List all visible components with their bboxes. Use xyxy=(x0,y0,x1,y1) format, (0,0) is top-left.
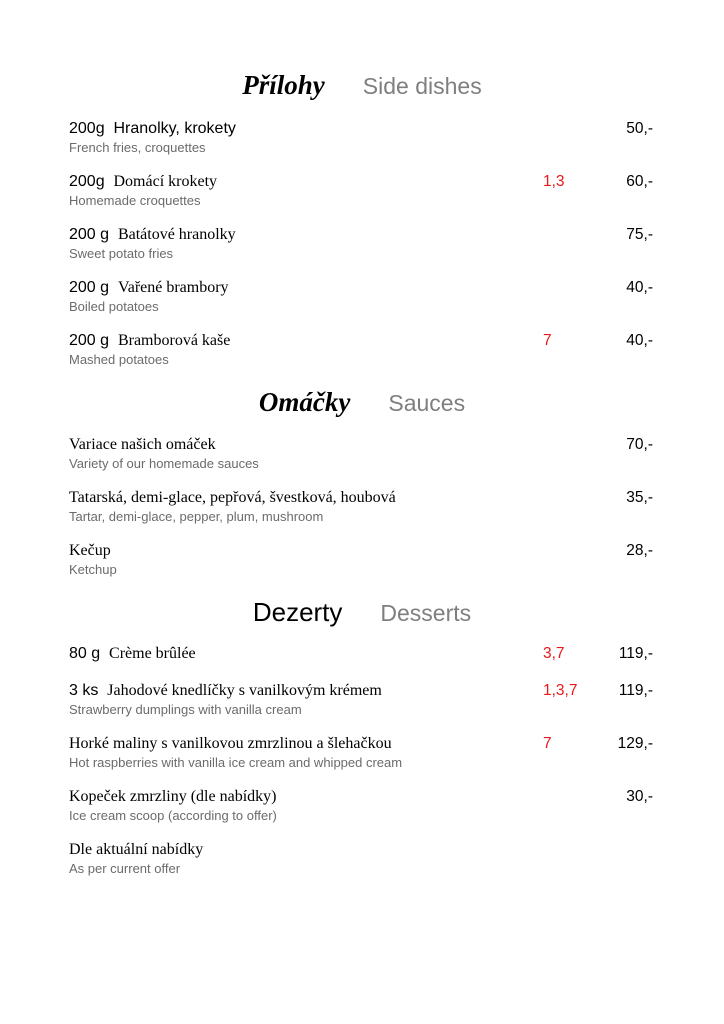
item-name: 3 ks Jahodové knedlíčky s vanilkovým krémem xyxy=(69,682,382,699)
menu-item xyxy=(69,542,669,582)
item-name-en: Ice cream scoop (according to offer) xyxy=(69,808,277,823)
item-name: 200 g Vařené brambory xyxy=(69,279,229,296)
section-header-sauces xyxy=(0,387,724,418)
item-allergens: 7 xyxy=(543,332,552,349)
item-name: 200 g Bramborová kaše xyxy=(69,332,231,349)
item-allergens: 7 xyxy=(543,735,552,752)
item-name: Kečup xyxy=(69,542,111,559)
menu-item xyxy=(69,226,669,266)
item-name-en: French fries, croquettes xyxy=(69,140,206,155)
section-title-cz: Dezerty xyxy=(252,597,343,627)
item-price: 119,- xyxy=(618,682,653,699)
item-allergens: 1,3 xyxy=(543,173,565,190)
menu-item xyxy=(69,682,669,722)
item-name: 200g Domácí krokety xyxy=(69,173,218,190)
item-price: 28,- xyxy=(626,542,653,559)
item-price: 75,- xyxy=(626,226,653,243)
item-name-en: Mashed potatoes xyxy=(69,352,169,367)
item-name: Tatarská, demi-glace, pepřová, švestková, houbová xyxy=(69,489,396,506)
item-price: 70,- xyxy=(626,436,653,453)
item-name: 200 g Batátové hranolky xyxy=(69,226,236,243)
section-header-desserts xyxy=(0,597,724,628)
menu-item xyxy=(69,436,669,476)
menu-item xyxy=(69,279,669,319)
menu-item xyxy=(69,332,669,372)
item-price: 40,- xyxy=(626,332,653,349)
menu-item xyxy=(69,788,669,828)
item-name-en: Strawberry dumplings with vanilla cream xyxy=(69,702,302,717)
section-title-en: Side dishes xyxy=(362,73,482,99)
item-name-en: Hot raspberries with vanilla ice cream and whipped cream xyxy=(69,755,403,770)
section-title-en: Sauces xyxy=(388,390,466,416)
item-price: 119,- xyxy=(618,645,653,662)
menu-item xyxy=(69,173,669,213)
item-allergens: 3,7 xyxy=(543,645,565,662)
item-name: Horké maliny s vanilkovou zmrzlinou a šlehačkou xyxy=(69,735,392,752)
menu-item xyxy=(69,645,669,685)
item-allergens: 1,3,7 xyxy=(543,682,578,699)
section-title-cz: Přílohy xyxy=(242,70,325,100)
item-name-en: Tartar, demi-glace, pepper, plum, mushroom xyxy=(69,509,324,524)
item-name: Variace našich omáček xyxy=(69,436,216,453)
item-price: 129,- xyxy=(617,735,653,752)
section-title-cz: Omáčky xyxy=(258,387,351,417)
menu-item xyxy=(69,489,669,529)
item-name: 200g Hranolky, krokety xyxy=(69,120,236,137)
item-name-en: Sweet potato fries xyxy=(69,246,174,261)
section-header-sides xyxy=(0,70,724,101)
section-title-en: Desserts xyxy=(380,600,472,626)
item-price: 30,- xyxy=(626,788,653,805)
item-name: Dle aktuální nabídky xyxy=(69,841,204,858)
item-price: 60,- xyxy=(626,173,653,190)
item-name: Kopeček zmrzliny (dle nabídky) xyxy=(69,788,277,805)
item-price: 35,- xyxy=(626,489,653,506)
item-name-en: As per current offer xyxy=(69,861,181,876)
menu-item xyxy=(69,841,669,881)
item-name-en: Ketchup xyxy=(69,562,117,577)
item-name-en: Variety of our homemade sauces xyxy=(69,456,259,471)
item-name-en: Homemade croquettes xyxy=(69,193,201,208)
item-name-en: Boiled potatoes xyxy=(69,299,159,314)
item-price: 50,- xyxy=(626,120,653,137)
menu-item xyxy=(69,735,669,775)
item-price: 40,- xyxy=(626,279,653,296)
menu-item xyxy=(69,120,669,160)
item-name: 80 g Crème brûlée xyxy=(69,645,196,662)
